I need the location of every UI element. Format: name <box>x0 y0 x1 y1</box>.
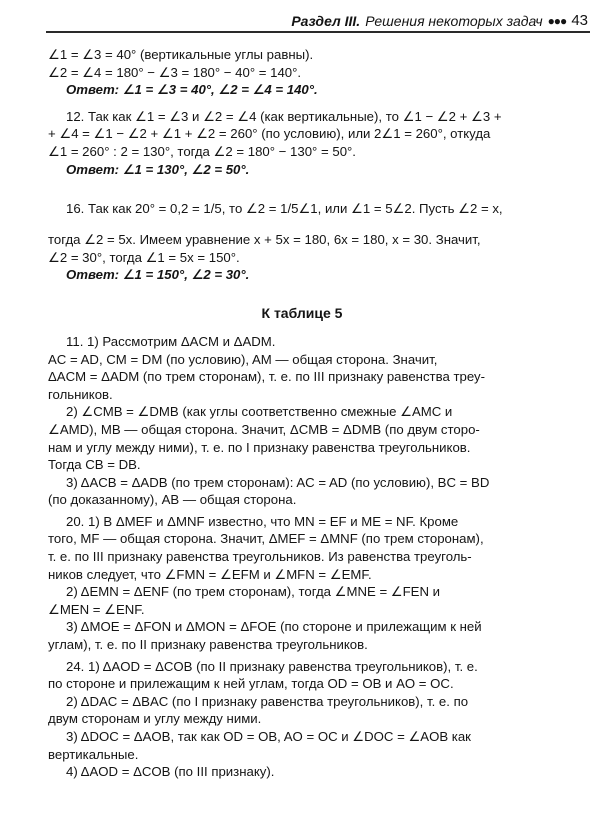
text-line: ников следует, что ∠FMN = ∠EFM и ∠MFN = ∠EMF. <box>48 566 372 582</box>
text-line: ∠AMD), MB — общая сторона. Значит, ΔCMB = ΔDMB (по двум сторо- <box>48 421 480 437</box>
text-line: + ∠4 = ∠1 − ∠2 + ∠1 + ∠2 = 260° (по условию), или 2∠1 = 260°, откуда <box>48 126 491 142</box>
text-line: гольников. <box>48 386 113 402</box>
section-heading: К таблице 5 <box>261 304 343 321</box>
text-line: Тогда CB = DB. <box>48 457 141 473</box>
text-line: 2) ∠CMB = ∠DMB (как углы соответственно смежные ∠AMC и <box>66 404 453 420</box>
text-line: 2) ΔEMN = ΔENF (по трем сторонам), тогда ∠MNE = ∠FEN и <box>66 584 441 600</box>
text-line: углам), т. е. по II признаку равенства треугольников. <box>48 637 368 653</box>
running-head <box>291 12 588 29</box>
text-line: ∠1 = 260° : 2 = 130°, тогда ∠2 = 180° − 130° = 50°. <box>48 143 356 159</box>
text-line: ∠MEN = ∠ENF. <box>48 601 145 617</box>
page-header <box>0 0 600 38</box>
text-line: 11. 1) Рассмотрим ΔACM и ΔADM. <box>66 333 276 349</box>
text-line: AC = AD, CM = DM (по условию), AM — общая сторона. Значит, <box>48 351 438 367</box>
ornament-dots-icon: ●●● <box>547 13 567 28</box>
text-line: двум сторонам и углу между ними. <box>48 711 262 727</box>
spacer <box>48 99 556 108</box>
text-line: того, MF — общая сторона. Значит, ΔMEF = ΔMNF (по трем сторонам), <box>48 531 484 547</box>
text-line: нам и углу между ними), т. е. по I признаку равенства треугольников. <box>48 439 471 455</box>
spacer <box>48 324 556 333</box>
text-line: (по доказанному), AB — общая сторона. <box>48 492 297 508</box>
section-label: Раздел III. <box>291 12 361 29</box>
text-line: 20. 1) В ΔMEF и ΔMNF известно, что MN = EF и ME = NF. Кроме <box>66 513 459 529</box>
text-line: ΔACM = ΔADM (по трем сторонам), т. е. по III признаку равенства треу- <box>48 369 486 385</box>
text-line: 24. 1) ΔAOD = ΔCOB (по II признаку равенства треугольников), т. е. <box>66 658 478 674</box>
text-line: 3) ΔMOE = ΔFON и ΔMON = ΔFOE (по стороне и прилежащим к ней <box>66 619 482 635</box>
text-line: ∠1 = ∠3 = 40° (вертикальные углы равны). <box>48 47 314 62</box>
text-line: 3) ΔDOC = ΔAOB, так как OD = OB, AO = OC и ∠DOC = ∠AOB как <box>66 729 471 744</box>
text-line: по стороне и прилежащим к ней углам, тогда OD = OB и AO = OC. <box>48 676 454 692</box>
spacer <box>48 284 556 293</box>
spacer <box>48 293 556 302</box>
text-line: вертикальные. <box>48 746 139 762</box>
text-line: ∠2 = 30°, тогда ∠1 = 5x = 150°. <box>48 249 240 265</box>
page-number: 43 <box>571 12 588 29</box>
text-line: 4) ΔAOD = ΔCOB (по III признаку). <box>66 764 275 780</box>
text-line: 2) ΔDAC = ΔBAC (по I признаку равенства треугольников), т. е. по <box>66 693 469 709</box>
answer-line: Ответ: ∠1 = 130°, ∠2 = 50°. <box>66 161 250 177</box>
answer-line: Ответ: ∠1 = ∠3 = 40°, ∠2 = ∠4 = 140°. <box>66 82 318 98</box>
text-line: 12. Так как ∠1 = ∠3 и ∠2 = ∠4 (как вертикальные), то ∠1 − ∠2 + ∠3 + <box>66 108 502 124</box>
spacer <box>48 178 556 187</box>
page-body <box>48 46 556 781</box>
text-line: т. е. по III признаку равенства треугольников. Из равенства треуголь- <box>48 549 472 565</box>
text-line: 16. Так как 20° = 0,2 = 1/5, то ∠2 = 1/5∠1, или ∠1 = 5∠2. Пусть ∠2 = x, <box>66 201 503 217</box>
answer-line: Ответ: ∠1 = 150°, ∠2 = 30°. <box>66 267 250 283</box>
text-line: тогда ∠2 = 5x. Имеем уравнение x + 5x = 180, 6x = 180, x = 30. Значит, <box>48 232 481 248</box>
header-divider <box>46 31 590 33</box>
text-line: ∠2 = ∠4 = 180° − ∠3 = 180° − 40° = 140°. <box>48 64 302 80</box>
section-title: Решения некоторых задач <box>365 12 543 29</box>
text-line: 3) ΔACB = ΔADB (по трем сторонам): AC = AD (по условию), BC = BD <box>66 474 490 490</box>
